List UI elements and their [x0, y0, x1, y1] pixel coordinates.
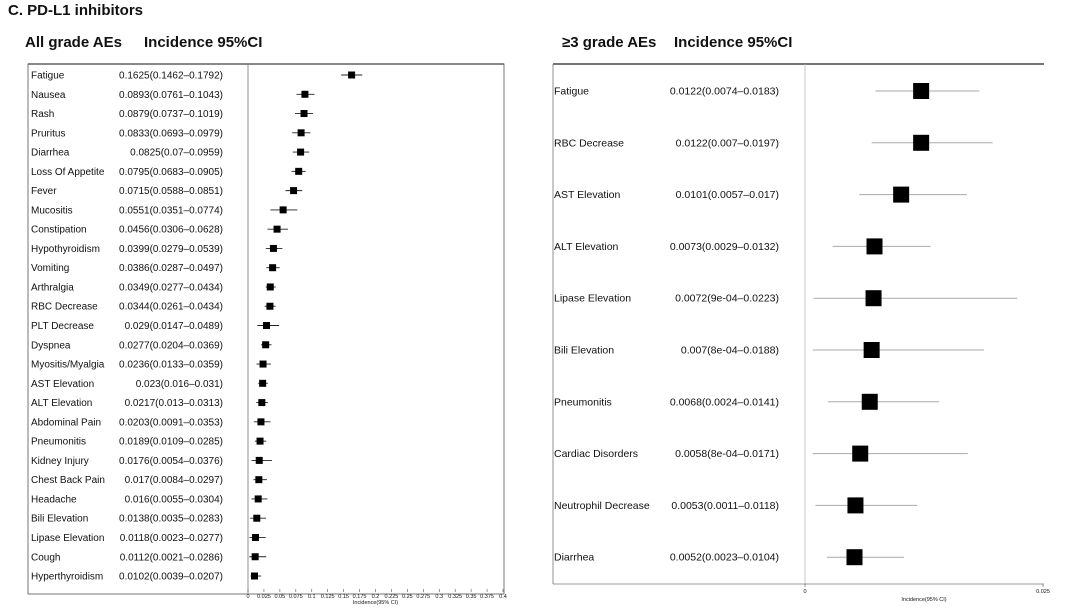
row-label: Arthralgia [31, 282, 74, 294]
x-tick-label: 0.35 [465, 594, 477, 600]
x-tick-label: 0.025 [1036, 589, 1050, 595]
estimate-marker [252, 534, 259, 541]
estimate-marker [893, 187, 909, 203]
x-tick-label: 0.3 [435, 594, 444, 600]
estimate-marker [847, 549, 863, 565]
estimate-marker [297, 149, 304, 156]
row-label: Bili Elevation [31, 513, 89, 525]
estimate-marker [290, 187, 297, 194]
estimate-marker [255, 476, 262, 483]
row-ci-text: 0.0118(0.0023–0.0277) [119, 532, 223, 544]
row-label: Lipase Elevation [554, 292, 632, 305]
row-label: Kidney Injury [31, 455, 89, 467]
row-label: Pneumonitis [31, 436, 87, 448]
x-tick-label: 0.4 [499, 594, 507, 600]
estimate-marker [274, 226, 281, 233]
row-ci-text: 0.0551(0.0351–0.0774) [119, 205, 223, 217]
estimate-marker [255, 495, 262, 502]
row-label: Diarrhea [554, 551, 595, 564]
row-ci-text: 0.0344(0.0261–0.0434) [119, 301, 223, 313]
row-label: RBC Decrease [554, 137, 625, 150]
row-ci-text: 0.0053(0.0011–0.0118) [671, 499, 779, 512]
row-label: Nausea [31, 89, 66, 101]
row-label: Fever [31, 186, 57, 198]
row-ci-text: 0.0825(0.07–0.0959) [130, 147, 223, 159]
estimate-marker [301, 110, 308, 117]
estimate-marker [256, 457, 263, 464]
estimate-marker [864, 342, 880, 358]
row-label: PLT Decrease [31, 321, 94, 333]
x-tick-label: 0.05 [274, 594, 286, 600]
row-ci-text: 0.0217(0.013–0.0313) [124, 398, 223, 410]
row-ci-text: 0.0386(0.0287–0.0497) [119, 263, 223, 275]
row-label: Bili Elevation [554, 344, 615, 357]
estimate-marker [263, 322, 270, 329]
row-label: RBC Decrease [31, 301, 98, 313]
estimate-marker [852, 446, 868, 462]
estimate-marker [298, 129, 305, 136]
estimate-marker [262, 341, 269, 348]
row-ci-text: 0.0122(0.007–0.0197) [675, 137, 779, 150]
row-label: Dyspnea [31, 340, 71, 352]
row-label: Lipase Elevation [31, 532, 105, 544]
x-axis-label: Incidence(95% CI) [901, 597, 947, 603]
x-tick-label: 0.225 [384, 594, 399, 600]
row-label: Pneumonitis [554, 396, 612, 409]
row-ci-text: 0.1625(0.1462–0.1792) [119, 70, 223, 82]
row-label: Headache [31, 494, 77, 506]
row-ci-text: 0.0236(0.0133–0.0359) [119, 359, 223, 371]
row-label: Hyperthyroidism [31, 571, 104, 583]
estimate-marker [862, 394, 878, 410]
row-ci-text: 0.0101(0.0057–0.017) [675, 189, 779, 202]
row-ci-text: 0.0072(9e-04–0.0223) [675, 292, 779, 305]
row-ci-text: 0.0073(0.0029–0.0132) [669, 240, 779, 253]
row-label: AST Elevation [31, 378, 95, 390]
x-tick-label: 0 [803, 589, 807, 595]
row-ci-text: 0.0068(0.0024–0.0141) [669, 396, 779, 409]
estimate-marker [847, 497, 863, 513]
row-ci-text: 0.0795(0.0683–0.0905) [119, 166, 223, 178]
row-label: Cough [31, 552, 61, 564]
row-label: Hypothyroidism [31, 243, 100, 255]
row-ci-text: 0.007(8e-04–0.0188) [680, 344, 779, 357]
estimate-marker [913, 135, 929, 151]
left-name-header: All grade AEs [25, 34, 122, 51]
estimate-marker [913, 83, 929, 99]
left-incidence-header: Incidence 95%CI [144, 34, 263, 51]
estimate-marker [301, 91, 308, 98]
estimate-marker [269, 264, 276, 271]
x-axis-label: Incidence(95% CI) [352, 600, 399, 606]
estimate-marker [260, 361, 267, 368]
row-ci-text: 0.0893(0.0761–0.1043) [119, 89, 223, 101]
estimate-marker [295, 168, 302, 175]
x-tick-label: 0.125 [320, 594, 335, 600]
row-ci-text: 0.0122(0.0074–0.0183) [669, 85, 779, 98]
x-tick-label: 0.2 [371, 594, 380, 600]
estimate-marker [252, 553, 259, 560]
row-ci-text: 0.023(0.016–0.031) [135, 378, 223, 390]
x-tick-label: 0.275 [416, 594, 431, 600]
estimate-marker [251, 573, 258, 580]
panel-title: C. PD-L1 inhibitors [8, 2, 143, 19]
estimate-marker [259, 380, 266, 387]
x-tick-label: 0.175 [352, 594, 367, 600]
x-tick-label: 0.375 [480, 594, 494, 600]
row-ci-text: 0.0176(0.0054–0.0376) [119, 455, 223, 467]
row-ci-text: 0.0277(0.0204–0.0369) [119, 340, 223, 352]
estimate-marker [257, 418, 264, 425]
row-label: Vomiting [31, 263, 70, 275]
right-name-header: ≥3 grade AEs [562, 34, 657, 51]
x-tick-label: 0.25 [402, 594, 413, 600]
row-label: Rash [31, 109, 55, 121]
row-label: Fatigue [554, 85, 590, 98]
row-ci-text: 0.0399(0.0279–0.0539) [119, 243, 223, 255]
row-ci-text: 0.0715(0.0588–0.0851) [119, 186, 223, 198]
estimate-marker [266, 303, 273, 310]
row-label: Diarrhea [31, 147, 70, 159]
row-label: Cardiac Disorders [554, 448, 639, 461]
estimate-marker [280, 206, 287, 213]
estimate-marker [267, 283, 274, 290]
estimate-marker [270, 245, 277, 252]
row-label: ALT Elevation [554, 240, 619, 253]
row-ci-text: 0.0203(0.0091–0.0353) [119, 417, 223, 429]
row-ci-text: 0.016(0.0055–0.0304) [124, 494, 223, 506]
x-tick-label: 0.15 [338, 594, 349, 600]
x-tick-label: 0.025 [257, 594, 271, 600]
x-tick-label: 0 [246, 594, 250, 600]
estimate-marker [257, 438, 264, 445]
x-tick-label: 0.325 [448, 594, 463, 600]
row-ci-text: 0.0879(0.0737–0.1019) [119, 109, 223, 121]
row-label: Loss Of Appetite [31, 166, 105, 178]
row-label: Pruritus [31, 128, 66, 140]
right-incidence-header: Incidence 95%CI [674, 34, 793, 51]
estimate-marker [253, 515, 260, 522]
row-ci-text: 0.017(0.0084–0.0297) [124, 475, 223, 487]
row-label: Fatigue [31, 70, 65, 82]
estimate-marker [866, 238, 882, 254]
row-ci-text: 0.0102(0.0039–0.0207) [119, 571, 223, 583]
row-label: AST Elevation [554, 189, 621, 202]
row-label: Constipation [31, 224, 87, 236]
row-label: Abdominal Pain [31, 417, 102, 429]
row-ci-text: 0.0349(0.0277–0.0434) [119, 282, 223, 294]
row-label: Chest Back Pain [31, 475, 105, 487]
row-ci-text: 0.029(0.0147–0.0489) [124, 321, 223, 333]
row-label: Myositis/Myalgia [31, 359, 105, 371]
row-label: Neutrophil Decrease [554, 499, 650, 512]
estimate-marker [866, 290, 882, 306]
row-ci-text: 0.0112(0.0021–0.0286) [119, 552, 223, 564]
row-ci-text: 0.0058(8e-04–0.0171) [675, 448, 779, 461]
x-tick-label: 0.1 [307, 594, 316, 600]
row-label: ALT Elevation [31, 398, 93, 410]
estimate-marker [258, 399, 265, 406]
row-label: Mucositis [31, 205, 73, 217]
x-tick-label: 0.075 [288, 594, 303, 600]
row-ci-text: 0.0138(0.0035–0.0283) [119, 513, 223, 525]
row-ci-text: 0.0456(0.0306–0.0628) [119, 224, 223, 236]
estimate-marker [348, 72, 355, 79]
row-ci-text: 0.0833(0.0693–0.0979) [119, 128, 223, 140]
row-ci-text: 0.0189(0.0109–0.0285) [119, 436, 223, 448]
row-ci-text: 0.0052(0.0023–0.0104) [669, 551, 779, 564]
